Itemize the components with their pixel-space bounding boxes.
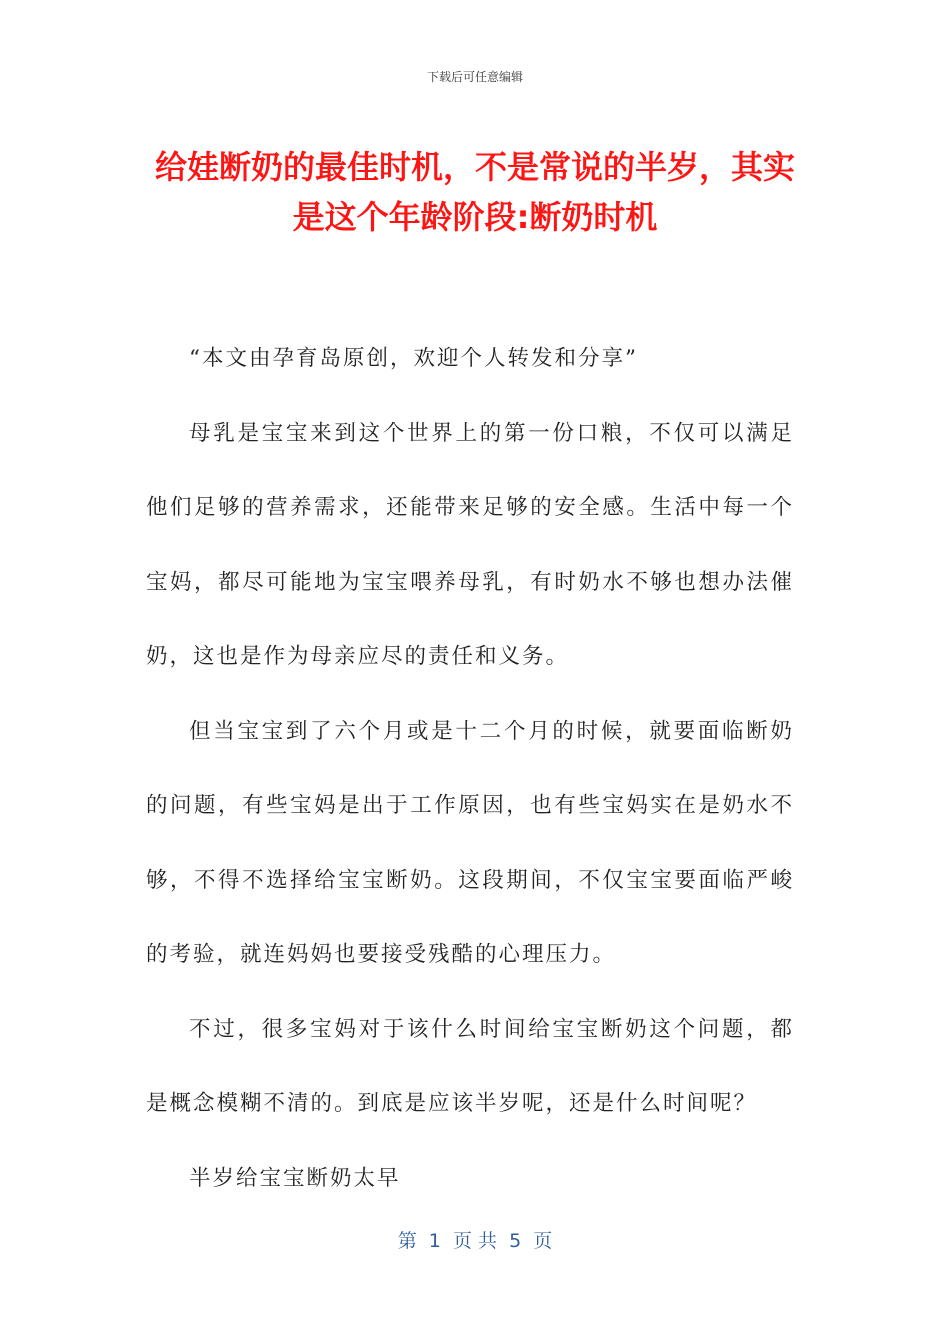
paragraph-timing-question: 不过，很多宝妈对于该什么时间给宝宝断奶这个问题，都是概念模糊不清的。到底是应该半岁呢，还是什么时间呢？	[146, 1016, 794, 1116]
page-number: 第 1 页 共 5 页	[397, 1230, 553, 1252]
header-note: 下载后可任意编辑	[426, 70, 523, 84]
section-heading: 半岁给宝宝断奶太早	[189, 1165, 401, 1191]
document-title: 给娃断奶的最佳时机，不是常说的半岁，其实是这个年龄阶段:断奶时机	[154, 148, 795, 236]
document-body	[146, 322, 794, 1216]
paragraph-weaning-problem: 但当宝宝到了六个月或是十二个月的时候，就要面临断奶的问题，有些宝妈是出于工作原因，也有些宝妈实在是奶水不够，不得不选择给宝宝断奶。这段期间，不仅宝宝要面临严峻的考验，就连妈妈也要接受残酷的心理压力。	[146, 718, 794, 967]
paragraph-copyright: “本文由孕育岛原创，欢迎个人转发和分享”	[189, 346, 638, 371]
paragraph-breastmilk: 母乳是宝宝来到这个世界上的第一份口粮，不仅可以满足他们足够的营养需求，还能带来足够的安全感。生活中每一个宝妈，都尽可能地为宝宝喂养母乳，有时奶水不够也想办法催奶，这也是作为母亲应尽的责任和义务。	[146, 420, 794, 669]
